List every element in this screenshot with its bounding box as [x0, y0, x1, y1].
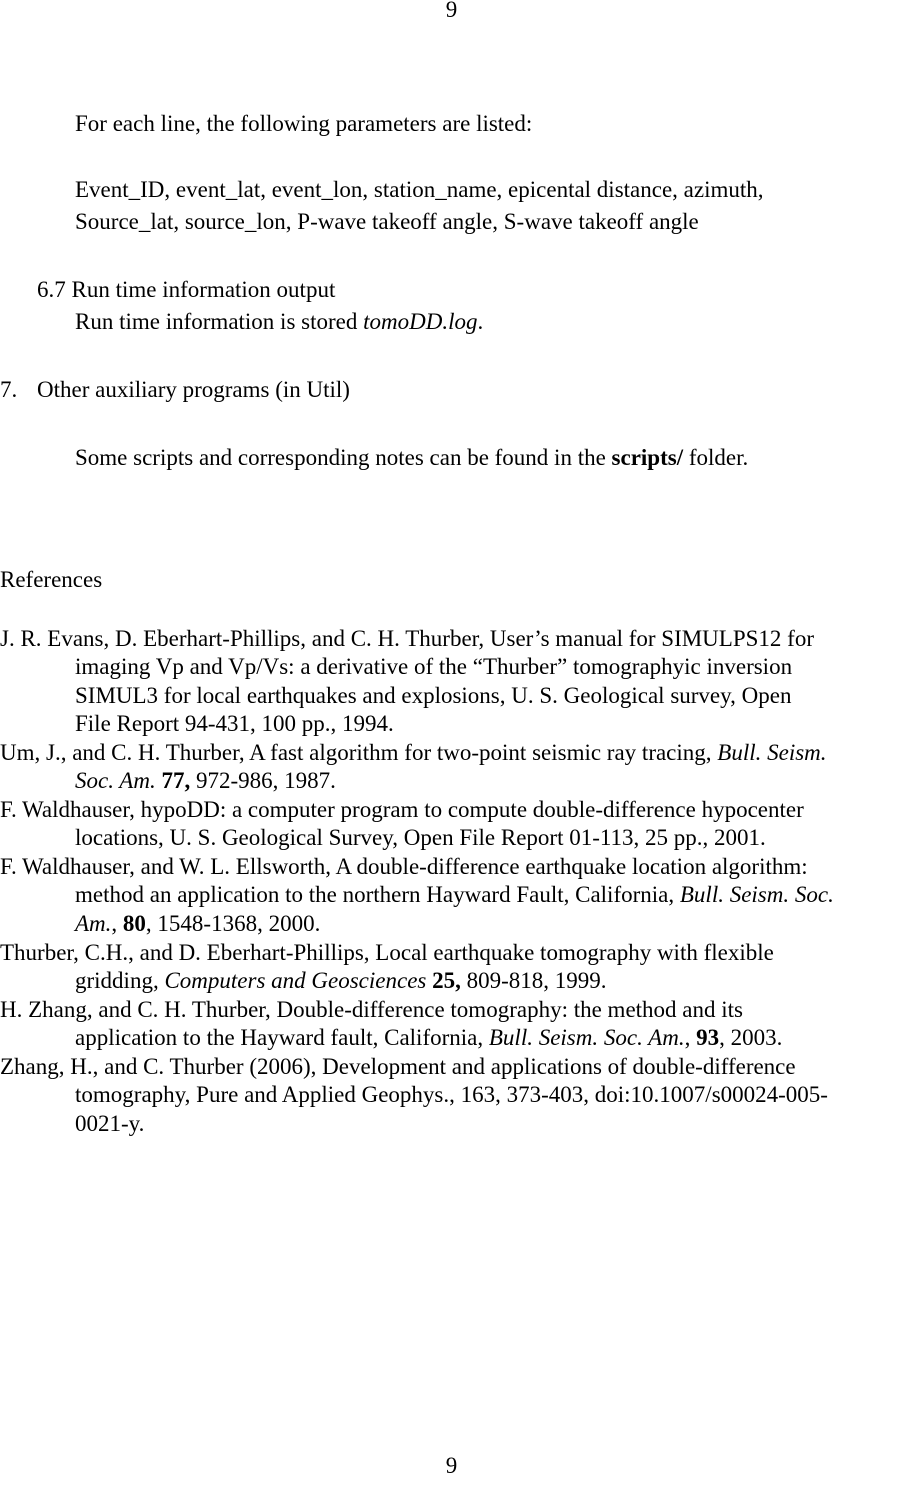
log-filename: tomoDD.log — [363, 309, 478, 334]
reference-2-line-2: Soc. Am. 77, 972-986, 1987. — [75, 768, 336, 793]
reference-7-line-3: 0021-y. — [75, 1111, 145, 1136]
reference-6-line-1: H. Zhang, and C. H. Thurber, Double-difference tomography: the method and its — [0, 997, 743, 1022]
reference-3-line-1: F. Waldhauser, hypoDD: a computer program to compute double-difference hypocenter — [0, 797, 804, 822]
reference-2-line-1: Um, J., and C. H. Thurber, A fast algorithm for two-point seismic ray tracing, Bull. Seism. — [0, 740, 827, 765]
reference-4-line-3: Am., 80, 1548-1368, 2000. — [75, 911, 321, 936]
intro-lead: For each line, the following parameters are listed: — [75, 111, 533, 136]
reference-1-line-3: SIMUL3 for local earthquakes and explosions, U. S. Geological survey, Open — [75, 683, 792, 708]
section-6-7-text: Run time information is stored tomoDD.log. — [75, 309, 484, 334]
reference-5-line-2: gridding, Computers and Geosciences 25, 809-818, 1999. — [75, 968, 607, 993]
reference-3-line-2: locations, U. S. Geological Survey, Open File Report 01-113, 25 pp., 2001. — [75, 825, 766, 850]
section-7-heading: Other auxiliary programs (in Util) — [37, 377, 350, 402]
reference-1-line-2: imaging Vp and Vp/Vs: a derivative of the “Thurber” tomographyic inversion — [75, 654, 793, 679]
section-6-7-heading: 6.7 Run time information output — [37, 277, 336, 302]
reference-1-line-1: J. R. Evans, D. Eberhart-Phillips, and C. H. Thurber, User’s manual for SIMULPS12 for — [0, 626, 814, 651]
reference-4-line-2: method an application to the northern Hayward Fault, California, Bull. Seism. Soc. — [75, 882, 834, 907]
reference-4-line-1: F. Waldhauser, and W. L. Ellsworth, A double-difference earthquake location algorithm: — [0, 854, 808, 879]
reference-5-line-1: Thurber, C.H., and D. Eberhart-Phillips, Local earthquake tomography with flexible — [0, 940, 774, 965]
reference-7-line-1: Zhang, H., and C. Thurber (2006), Development and applications of double-difference — [0, 1054, 796, 1079]
params-line-2: Source_lat, source_lon, P-wave takeoff angle, S-wave takeoff angle — [75, 209, 699, 234]
reference-7-line-2: tomography, Pure and Applied Geophys., 163, 373-403, doi:10.1007/s00024-005- — [75, 1082, 828, 1107]
reference-6-line-2: application to the Hayward fault, California, Bull. Seism. Soc. Am., 93, 2003. — [75, 1025, 783, 1050]
scripts-folder: scripts/ — [611, 445, 684, 470]
references-title: References — [0, 567, 103, 592]
section-7-number: 7. — [0, 377, 18, 402]
reference-1-line-4: File Report 94-431, 100 pp., 1994. — [75, 711, 394, 736]
header-page-number: 9 — [445, 0, 458, 22]
section-7-text: Some scripts and corresponding notes can be found in the scripts/ folder. — [75, 445, 749, 470]
params-line-1: Event_ID, event_lat, event_lon, station_name, epicental distance, azimuth, — [75, 177, 764, 202]
footer-page-number: 9 — [445, 1453, 458, 1478]
